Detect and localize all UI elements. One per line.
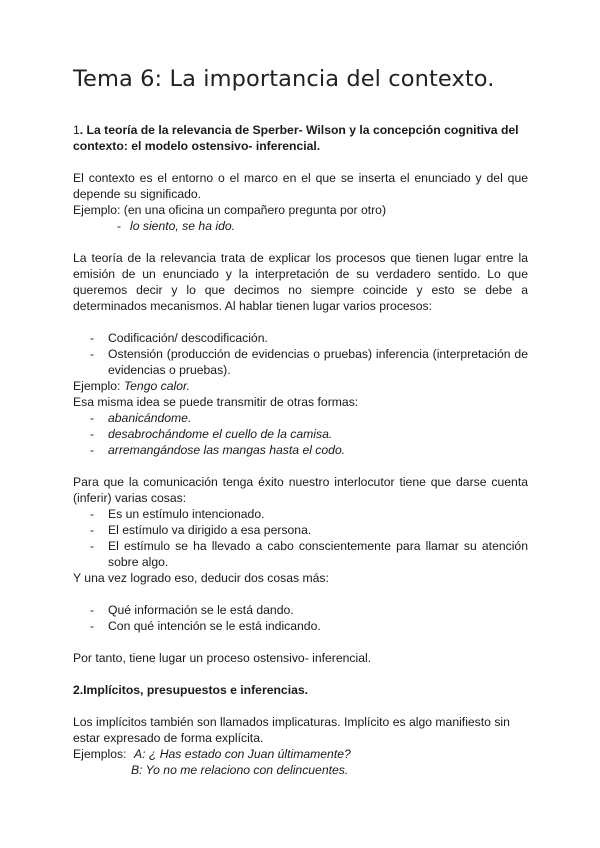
example-1-text: lo siento, se ha ido. [130, 219, 236, 233]
list-1-item-2-line-2: evidencias o pruebas). [108, 363, 231, 377]
paragraph-7-line-1: Los implícitos también son llamados implicaturas. Implícito es algo manifiesto sin [73, 715, 510, 729]
example-1-dash: - [117, 219, 122, 233]
example-3-label: Ejemplos: [73, 747, 127, 761]
example-3-line-a: A: ¿ Has estado con Juan últimamente? [134, 747, 351, 761]
list-2-item-2: desabrochándome el cuello de la camisa. [108, 427, 333, 441]
paragraph-1-line-2: depende su significado. [73, 187, 202, 201]
list-3-item-3-line-1: El estímulo se ha llevado a cabo conscientemente para llamar su atención [108, 539, 528, 553]
list-1-item-1: Codificación/ descodificación. [108, 331, 268, 345]
list-3-item-1: Es un estímulo intencionado. [108, 507, 265, 521]
example-3-line-b: B: Yo no me relaciono con delincuentes. [131, 763, 349, 777]
paragraph-5: Y una vez logrado eso, deducir dos cosas más: [73, 571, 329, 585]
list-item-dash: - [90, 507, 95, 521]
list-item-dash: - [90, 523, 95, 537]
list-item-dash: - [90, 603, 95, 617]
section-1-number: 1 [73, 123, 80, 137]
paragraph-2-line-3: queremos decir y lo que decimos no siempre coincide y esto se debe a [73, 283, 528, 297]
list-2-item-3: arremangándose las mangas hasta el codo. [108, 443, 346, 457]
list-item-dash: - [90, 443, 95, 457]
example-2 [73, 378, 190, 394]
list-item-dash: - [90, 427, 95, 441]
paragraph-2-line-4: determinados mecanismos. Al hablar tienen lugar varios procesos: [73, 299, 433, 313]
list-item-dash: - [90, 347, 95, 361]
paragraph-1-line-1: El contexto es el entorno o el marco en el que se inserta el enunciado y del que [73, 171, 528, 185]
paragraph-4-line-2: (inferir) varias cosas: [73, 491, 187, 505]
list-4-item-1: Qué información se le está dando. [108, 603, 294, 617]
section-1-heading [73, 122, 519, 138]
paragraph-7-line-2: estar expresado de forma explícita. [73, 731, 264, 745]
list-item-dash: - [90, 539, 95, 553]
paragraph-2-line-1: La teoría de la relevancia trata de explicar los procesos que tienen lugar entre la [73, 251, 528, 265]
list-item-dash: - [90, 331, 95, 345]
page-title: Tema 6: La importancia del contexto. [73, 66, 495, 92]
example-2-value: Tengo calor. [123, 379, 190, 393]
paragraph-1-line-3: Ejemplo: (en una oficina un compañero pregunta por otro) [73, 203, 387, 217]
list-1-item-2-line-1: Ostensión (producción de evidencias o pruebas) inferencia (interpretación de [108, 347, 528, 361]
list-item-dash: - [90, 619, 95, 633]
list-4-item-2: Con qué intención se le está indicando. [108, 619, 321, 633]
paragraph-4-line-1: Para que la comunicación tenga éxito nuestro interlocutor tiene que darse cuenta [73, 475, 528, 489]
paragraph-3: Esa misma idea se puede transmitir de otras formas: [73, 395, 359, 409]
section-1-heading-line-1: . La teoría de la relevancia de Sperber- Wilson y la concepción cognitiva del [79, 123, 519, 137]
section-2-heading: 2.Implícitos, presupuestos e inferencias. [73, 683, 309, 697]
list-2-item-1: abanicándome. [108, 411, 192, 425]
paragraph-2-line-2: emisión de un enunciado y la interpretación de su verdadero sentido. Lo que [73, 267, 528, 281]
list-3-item-3-line-2: sobre algo. [108, 555, 169, 569]
list-3-item-2: El estímulo va dirigido a esa persona. [108, 523, 312, 537]
paragraph-6: Por tanto, tiene lugar un proceso ostensivo- inferencial. [73, 651, 372, 665]
section-1-heading-line-2: contexto: el modelo ostensivo- inferencial. [73, 139, 321, 153]
example-2-label: Ejemplo: [73, 379, 124, 393]
list-item-dash: - [90, 411, 95, 425]
